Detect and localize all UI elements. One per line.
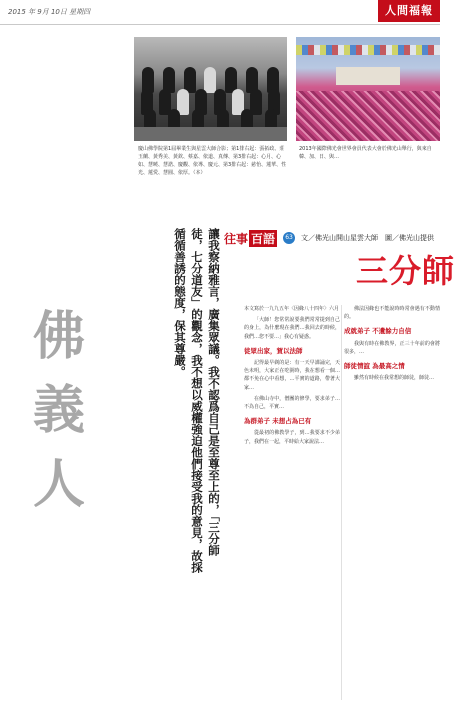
calligraphy-char: 佛 xyxy=(32,306,85,367)
article-headline: 三分師 xyxy=(356,252,455,290)
pull-quote: 讓我察納雅言，廣集眾議。我不認爲自己是至尊至上的，「三分師徒，七分道友」的觀念，我不想以威權強迫他們接受我的意見，故採循循善誘的態度，保其尊嚴。 xyxy=(173,228,221,573)
photo1-caption: 慶山佛學院第1屆畢業生與星雲大師合影；第1排右起：張拓政、莊玉蘭、黃秀美、黃欽、蔡嘉、依道、真傳、第3排右起：心月、心如、慧曉、慧諾、慶觀、依導、慶元、第3排右起：慈怡、蓮華、性光、蓮愛、慧圓、依厚。（本） xyxy=(138,146,287,176)
photo2-caption: 2013年國際佛光會世界會員代表大會於佛光山舉行，與來自韓、加、日、與… xyxy=(299,146,432,160)
paragraph: 記得最早剃的是：有一天早課誦完，天色未明，大家正在吃粥時，我在想看一個…都不免在心中看想，…平實的道路，帶著大家… xyxy=(244,360,340,391)
column-header xyxy=(224,230,434,246)
article-column-2 xyxy=(344,305,440,385)
subheading: 師徒情誼 為最高之情 xyxy=(344,362,405,371)
calligraphy-char: 義 xyxy=(32,380,85,441)
calligraphy-char: 人 xyxy=(32,454,85,515)
page-header xyxy=(0,0,440,25)
byline: 文／佛光山開山星雲大師 圖／佛光山提供 xyxy=(301,234,435,242)
subheading: 成就弟子 不遺餘力自信 xyxy=(344,327,412,336)
paragraph: 在佛山寺中，僧團的修學，要求弟子…不為自己，平實… xyxy=(244,395,340,411)
intro-line: 本文寫於一九九五年〈因緣八十四年〉六月 xyxy=(244,306,340,312)
newspaper-masthead-logo: 人間福報 xyxy=(378,0,440,22)
column-tag-highlight: 百語 xyxy=(251,231,276,246)
column-tag: 往事 xyxy=(224,231,249,246)
paragraph: 從最初的佛教學子，到…我要求不少弟子，我們在一起，平時給大家說法… xyxy=(244,430,340,445)
episode-number: 63 xyxy=(283,232,295,244)
subheading: 為群弟子 未想占為已有 xyxy=(244,417,312,426)
subheading: 徒眾出家，賀以法師 xyxy=(244,346,303,355)
issue-date: 2015 年 9月 10日 星期四 xyxy=(8,8,91,16)
conference-photo xyxy=(296,37,440,141)
calligraphy-title xyxy=(28,300,90,532)
article-column-1 xyxy=(244,305,340,449)
paragraph: 佛法因緣也不能說時時常會遇有不動情的。 xyxy=(344,306,440,321)
paragraph: 雖然有時候在我常想的師徒，師徒… xyxy=(354,375,435,382)
group-photo xyxy=(134,37,287,141)
column-divider xyxy=(341,305,342,700)
paragraph: 我與有時在佛教界，正三十年前的會將很多，… xyxy=(344,340,440,355)
paragraph: 「大師！您常常說要我們常常提到自己的身上，為什麼現在我們…我回去的時候，我們…您不要…」我心有疑惑。 xyxy=(244,317,340,340)
